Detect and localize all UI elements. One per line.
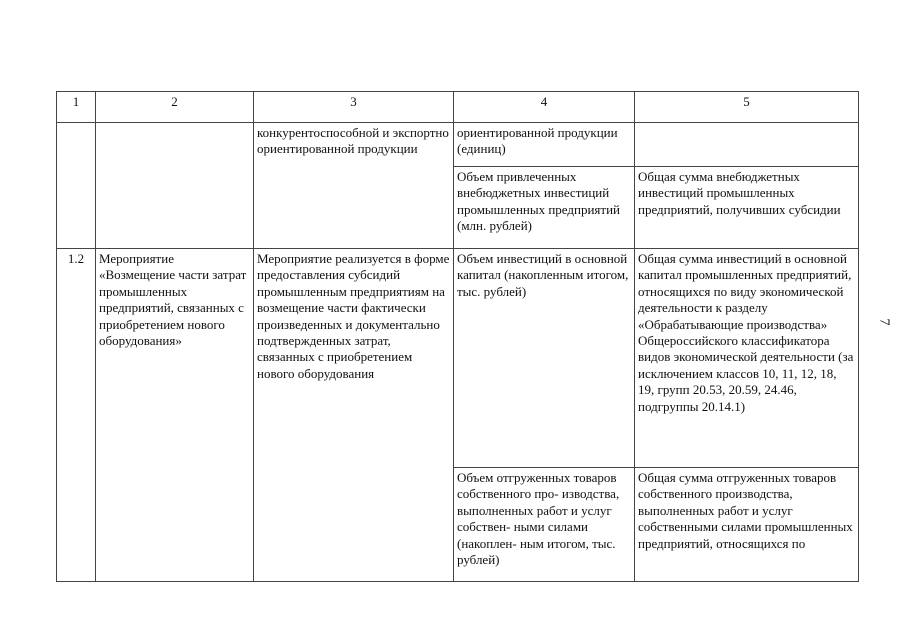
row-number-cell: 1.2	[57, 249, 96, 582]
table-header-row	[57, 92, 859, 123]
header-cell-3: 3	[254, 92, 454, 123]
calculation-cell: Общая сумма отгруженных товаров собственного производства, выполненных работ и услуг собственными силами промышленных предприятий, относящихся по	[635, 468, 859, 582]
header-cell-1: 1	[57, 92, 96, 123]
header-cell-5: 5	[635, 92, 859, 123]
header-cell-2: 2	[96, 92, 254, 123]
table-row	[57, 123, 859, 167]
calculation-cell: Общая сумма инвестиций в основной капитал промышленных предприятий, относящихся по виду экономической деятельности к разделу «Обрабатывающие производства» Общероссийского классификатора видов экономической деятельности (за исключением классов 10, 11, 12, 18, 19, групп 20.53, 20.59, 24.46, подгруппы 20.14.1)	[635, 249, 859, 468]
measure-description-cell: Мероприятие реализуется в форме предоставления субсидий промышленным предприятиям на возмещение части фактически произведенных и документально подтвержденных затрат, связанных с приобретением нового оборудования	[254, 249, 454, 582]
measure-name-cell	[96, 123, 254, 249]
measure-description-cell: конкурентоспособной и экспортно ориентированной продукции	[254, 123, 454, 249]
measure-name-cell: Мероприятие «Возмещение части затрат промышленных предприятий, связанных с приобретением нового оборудования»	[96, 249, 254, 582]
calculation-cell: Общая сумма внебюджетных инвестиций промышленных предприятий, получивших субсидии	[635, 167, 859, 249]
page-number: 7	[876, 318, 892, 326]
document-table	[56, 91, 859, 582]
calculation-cell	[635, 123, 859, 167]
row-number-cell	[57, 123, 96, 249]
indicator-cell: Объем привлеченных внебюджетных инвестиций промышленных предприятий (млн. рублей)	[454, 167, 635, 249]
indicator-cell: ориентированной продукции (единиц)	[454, 123, 635, 167]
header-cell-4: 4	[454, 92, 635, 123]
indicator-cell: Объем отгруженных товаров собственного про- изводства, выполненных работ и услуг собствен- ными силами (накоплен- ным итогом, тыс. рублей)	[454, 468, 635, 582]
table-row	[57, 249, 859, 468]
indicator-cell: Объем инвестиций в основной капитал (накопленным итогом, тыс. рублей)	[454, 249, 635, 468]
